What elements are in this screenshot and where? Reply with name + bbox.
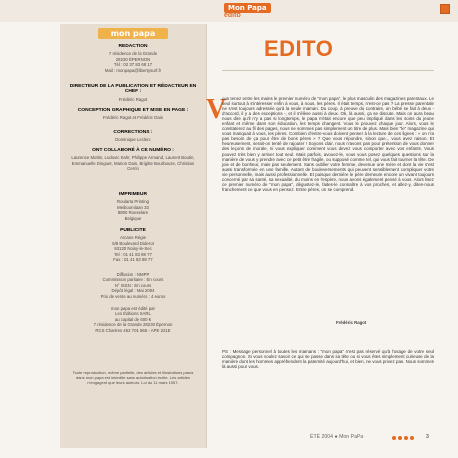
printer-line: Meiboomlaan 33 <box>117 204 149 210</box>
ads-line: Arcane Régie <box>119 235 147 241</box>
redaction-block <box>68 44 198 73</box>
ads-line: Tel : 01 41 83 88 77 <box>114 251 152 257</box>
distribution-block <box>68 272 198 299</box>
legal-line: RCS Chartres 452 701 865 - APE 221E <box>95 327 171 333</box>
edito-title: EDITO <box>264 36 334 61</box>
distribution-line: Prix de vente au numéro : 4 euros <box>100 293 166 299</box>
copyright-footnote: Toute reproduction, même partielle, des articles et illustrations parus dans mon papa est interdite sans autorisation écrite. Les articles n'engagent que leurs auteurs. Loi du 11 mars 1957. <box>72 370 194 385</box>
redaction-line: 7 résidence de la Grande <box>108 51 158 57</box>
ads-line: Fax : 01 41 83 88 77 <box>113 257 153 263</box>
design-names: Frédéric Ragot et Frédéric Dain <box>102 115 164 121</box>
mon-papa-logo <box>98 28 168 39</box>
redaction-line: 28230 ÉPERNON <box>115 56 151 62</box>
printer-line: Belgique <box>124 215 142 221</box>
contributors-title: ONT COLLABORÉ À CE NUMÉRO : <box>92 148 174 153</box>
design-block <box>68 108 198 121</box>
top-bar <box>0 0 458 22</box>
ads-title: PUBLICITE <box>120 228 146 233</box>
postscript: PS : Message personnel à toutes les mamans : "mon papa" n'est pas réservé qu'à l'usage de votre seul compagnon. Si vous voulez savoir ce qui se passe dans sa tête ou si vous êtes simplement curieuse de la manière dont les hommes appréhendent la paternité aujourd'hui, et bien, ne vous privez pas. Nous sommes là aussi pour vous. <box>222 349 434 370</box>
design-title: CONCEPTION GRAPHIQUE ET MISE EN PAGE : <box>77 108 189 113</box>
page-number: 3 <box>426 434 429 440</box>
logo-text: mon papa <box>110 29 156 38</box>
redaction-line: Mail : monpapa@libertysurf.fr <box>104 67 162 73</box>
printer-line: 8800 Roeselare <box>117 210 149 216</box>
issue-label: ÉTÉ 2004 ● Mon PaPa <box>310 434 364 440</box>
printer-block <box>68 192 198 221</box>
legal-line: au capital de 600 € <box>114 316 152 322</box>
contributors-list: Laurence Mottin, Ludovic Kahr, Philippe Armand, Laurent Boutin, Emmanuelle Dinguet, Marion Dain, Brigitte Bourbouze, Christian Cerrin <box>71 155 195 172</box>
corrections-name: Dominique Leclerc <box>115 137 151 143</box>
corrections-block <box>68 130 198 143</box>
editorial-main <box>206 24 446 458</box>
printer-title: IMPRIMEUR <box>119 192 147 197</box>
contributors-block <box>68 148 198 172</box>
ads-line: 93130 Noisy-le-Sec <box>114 246 152 252</box>
legal-line: 7 résidence de la Grande 28230 Épernon <box>93 322 173 328</box>
mon-papa-logo-small: Mon Papa <box>224 3 271 13</box>
editorial-body: ous tenez entre les mains le premier numéro de "mon papa", le plus masculin des magazines parentaux. Le seul surtout à s'intéresser enfin à vous, à nous, les pères. Il était temps, n'est-ce pas ? La presse parentale ne s'est toujours adressée qu'à la seule maman. Du coup, à preuve du contraire, un bébé se fait à deux - d'accord, il y a des exceptions -, et il s'élève aussi à deux. Ok, là aussi, ça se discute. Mais on aura beau nous dire qu'il n'y a pas si longtemps, le papa n'était encore que peu impliqué dans les soins du jeune enfant et même dans son éducation, les temps changent. Vous le prouvez chaque jour. Alors, vous le constaterez au fil des pages, nous ne sommes pas simplement un titre de plus. Mais bien "le" magazine qui vous manquait à vous, les pères. Combien d'entre-vous doivent penser à la lecture de ces lignes : « on n'a pas besoin de ça pour être de bons pères » ? Que vous répondre, sinon que... vous avez raison. Et heureusement, serait-on tenté de rajouter ! Soyons clair, nous n'avons pas pour prétention de vous donner des leçons de morale, ni vous expliquer comment vous devez vous comporter avec vos enfants. Vous pouvez très bien y arriver tout seul. Mais parfois, avouez-le, vous vous posez quelques questions sur la manière de vous y prendre avec ce petit être fragile, ou supposé comme tel, qui vous fait tourner la tête. De joie et de bonheur, mais pas seulement. Sans oublier votre femme, devenue une mère et dont la vie s'est aussi transformée en une famille. Autant de bouleversements qui peuvent sensiblement compliquer votre vie personnelle, mais aussi professionnelle. Et puisque dernière le père demeure encore un vivant toujours concerné par sa santé, sa sexualité, du moins en l'espère, nous avons également pensé à vous. Alors lisez ce premier numéro de "mon papa", dégustez-le, faites-le connaître à vos proches, et allez-y, dites-nous franchement ce que vous en pensez. Entre pères, on se comprend. <box>222 96 434 192</box>
dot-decoration-icon <box>391 435 417 441</box>
distribution-line: Commission paritaire : En cours <box>102 277 164 283</box>
redaction-line: Tél : 02 37 83 68 17 <box>113 62 153 68</box>
ads-block <box>68 228 198 262</box>
section-label: edito <box>224 12 241 19</box>
director-name: Frédéric Ragot <box>118 96 148 102</box>
legal-block <box>68 306 198 333</box>
author-signature: Frédéric Ragot <box>336 320 367 325</box>
drop-cap: V <box>206 94 227 125</box>
legal-line: Les Éditions SARL <box>115 311 151 317</box>
distribution-line: N° ISSN : En cours <box>114 282 152 288</box>
page-footer <box>216 432 446 448</box>
corrections-title: CORRECTIONS : <box>113 130 153 135</box>
printer-line: Roularta Printing <box>116 199 149 205</box>
ads-line: 5/8 Boulevard Diderot <box>112 240 154 246</box>
director-title: DIRECTEUR DE LA PUBLICATION ET RÉDACTEUR EN CHEF : <box>69 84 197 95</box>
masthead-sidebar <box>60 24 207 448</box>
distribution-line: Dépôt légal : Mai 2004 <box>111 288 155 294</box>
director-block <box>68 84 198 102</box>
redaction-title: REDACTION <box>118 44 148 49</box>
distribution-line: Diffusion : NMPP <box>116 272 150 277</box>
corner-marker <box>440 4 450 14</box>
title-rule <box>222 70 434 71</box>
legal-line: mon papa est édité par <box>111 306 155 311</box>
